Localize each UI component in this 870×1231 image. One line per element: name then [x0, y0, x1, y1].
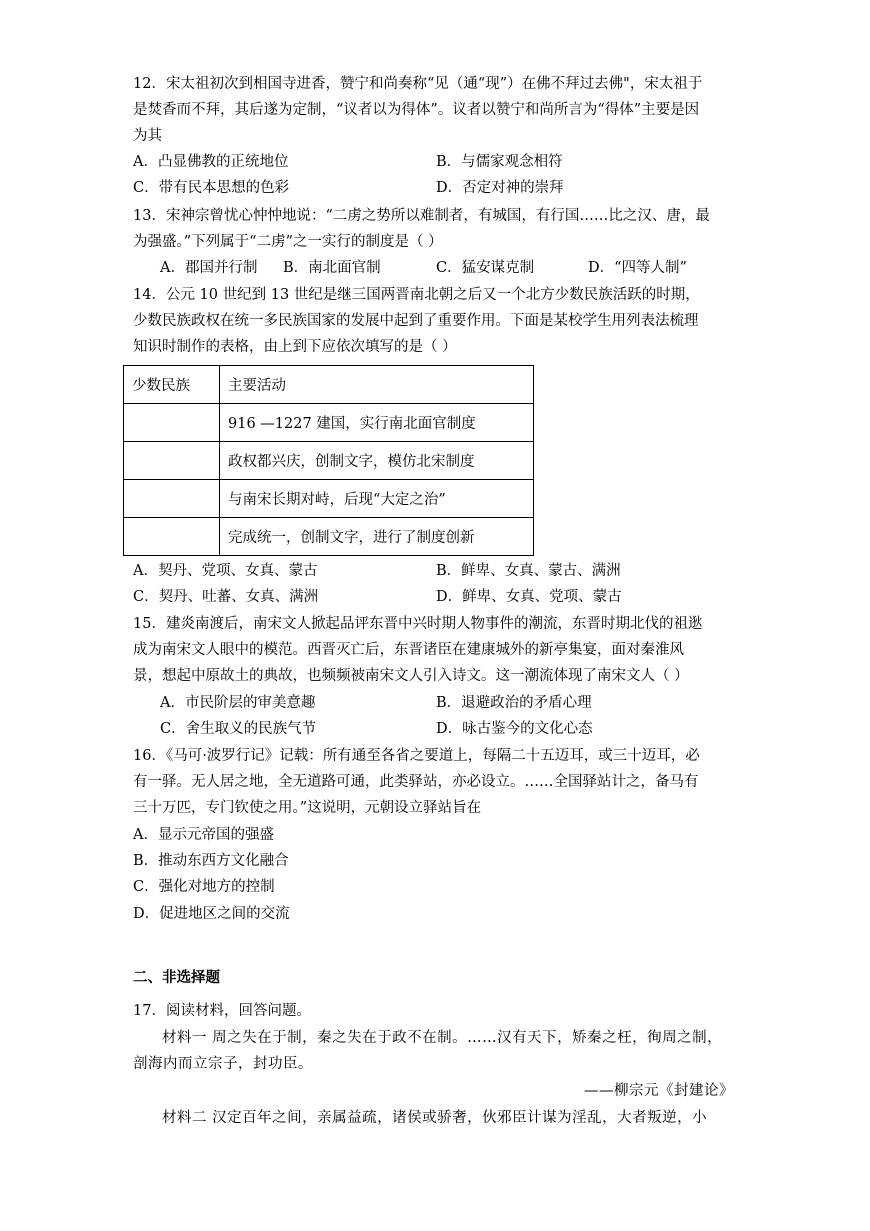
q12-line-1: 12．宋太祖初次到相国寺进香，赞宁和尚奏称“见（通“现”）在佛不拜过去佛"，宋太祖于	[133, 76, 703, 92]
q17-stem: 17．阅读材料，回答问题。	[133, 1003, 311, 1019]
table-row	[124, 480, 534, 518]
q17-material2-line-1: 材料二 汉定百年之间，亲属益疏，诸侯或骄奢，伙邪臣计谋为淫乱，大者叛逆，小	[162, 1110, 708, 1126]
q12-option-d[interactable]: D．否定对神的崇拜	[436, 180, 564, 196]
table-cell: 与南宋长期对峙，后现“大定之治”	[220, 480, 534, 518]
q12-line-3: 为其	[133, 128, 162, 144]
q12-option-b[interactable]: B．与儒家观念相符	[436, 154, 563, 170]
q15-option-d[interactable]: D．咏古鉴今的文化心态	[436, 721, 593, 737]
table-header-cell: 主要活动	[220, 366, 534, 404]
section-title: 二、非选择题	[133, 969, 220, 986]
q15-line-2: 成为南宋文人眼中的模范。西晋灭亡后，东晋诸臣在建康城外的新亭集宴，面对秦淮风	[133, 642, 684, 658]
q13-option-a[interactable]: A．郡国并行制	[160, 260, 258, 276]
table-cell: 政权都兴庆，创制文字，模仿北宋制度	[220, 442, 534, 480]
q17-material1-source: ——柳宗元《封建论》	[584, 1083, 734, 1099]
q16-option-b[interactable]: B．推动东西方文化融合	[133, 853, 289, 869]
q14-line-3: 知识时制作的表格，由上到下应依次填写的是（ ）	[133, 339, 457, 355]
q16-option-a[interactable]: A．显示元帝国的强盛	[133, 827, 274, 843]
table-row	[124, 442, 534, 480]
table-header-row	[124, 366, 534, 404]
q14-line-1: 14．公元 10 世纪到 13 世纪是继三国两晋南北朝之后又一个北方少数民族活跃的时期，	[133, 287, 700, 303]
table-cell-blank	[124, 480, 220, 518]
q16-line-1: 16．《马可·波罗行记》记载：所有通至各省之要道上，每隔二十五迈耳，或三十迈耳，必	[133, 748, 700, 764]
q12-option-a[interactable]: A．凸显佛教的正统地位	[133, 154, 289, 170]
q14-option-a[interactable]: A．契丹、党项、女真、蒙古	[133, 563, 318, 579]
q13-option-d[interactable]: D．“四等人制”	[588, 260, 687, 276]
q15-line-3: 景，想起中原故土的典故，也频频被南宋文人引入诗文。这一潮流体现了南宋文人（ ）	[133, 668, 689, 684]
q17-material1-line-1: 材料一 周之失在于制，秦之失在于政不在制。……汉有天下，矫秦之枉，徇周之制，	[162, 1030, 723, 1046]
q16-line-2: 有一驿。无人居之地，全无道路可通，此类驿站，亦必设立。……全国驿站计之，备马有	[133, 774, 699, 790]
q13-option-b[interactable]: B．南北面官制	[283, 260, 381, 276]
q14-option-d[interactable]: D．鲜卑、女真、党项、蒙古	[436, 589, 622, 605]
q16-option-c[interactable]: C．强化对地方的控制	[133, 879, 275, 895]
q16-option-d[interactable]: D．促进地区之间的交流	[133, 906, 290, 922]
q14-option-b[interactable]: B．鲜卑、女真、蒙古、满洲	[436, 563, 621, 579]
ethnic-groups-table	[123, 365, 534, 556]
table-row	[124, 404, 534, 442]
q15-option-b[interactable]: B．退避政治的矛盾心理	[436, 695, 592, 711]
table-cell-blank	[124, 518, 220, 556]
q12-line-2: 是焚香而不拜，其后遂为定制，“议者以为得体”。议者以赞宁和尚所言为“得体”主要是因	[133, 102, 700, 118]
q13-option-c[interactable]: C．猛安谋克制	[436, 260, 535, 276]
q12-option-c[interactable]: C．带有民本思想的色彩	[133, 180, 290, 196]
q14-option-c[interactable]: C．契丹、吐蕃、女真、满洲	[133, 589, 319, 605]
table-cell: 完成统一，创制文字，进行了制度创新	[220, 518, 534, 556]
table-row	[124, 518, 534, 556]
table-cell-blank	[124, 404, 220, 442]
q15-option-c[interactable]: C．舍生取义的民族气节	[160, 721, 317, 737]
q13-line-2: 为强盛。”下列属于“二虏”之一实行的制度是（ ）	[133, 234, 443, 250]
table-cell: 916 —1227 建国，实行南北面官制度	[220, 404, 534, 442]
table-cell-blank	[124, 442, 220, 480]
q14-line-2: 少数民族政权在统一多民族国家的发展中起到了重要作用。下面是某校学生用列表法梳理	[133, 313, 699, 329]
q16-line-3: 三十万匹，专门钦使之用。”这说明，元朝设立驿站旨在	[133, 800, 482, 816]
table-header-cell: 少数民族	[124, 366, 220, 404]
q15-option-a[interactable]: A．市民阶层的审美意趣	[160, 695, 316, 711]
q15-line-1: 15．建炎南渡后，南宋文人掀起品评东晋中兴时期人物事件的潮流，东晋时期北伐的祖逖	[133, 616, 703, 632]
q17-material1-line-2: 剖海内而立宗子，封功臣。	[133, 1056, 313, 1072]
q13-line-1: 13．宋神宗曾忧心忡忡地说：“二虏之势所以难制者，有城国，有行国……比之汉、唐，最	[133, 208, 710, 224]
